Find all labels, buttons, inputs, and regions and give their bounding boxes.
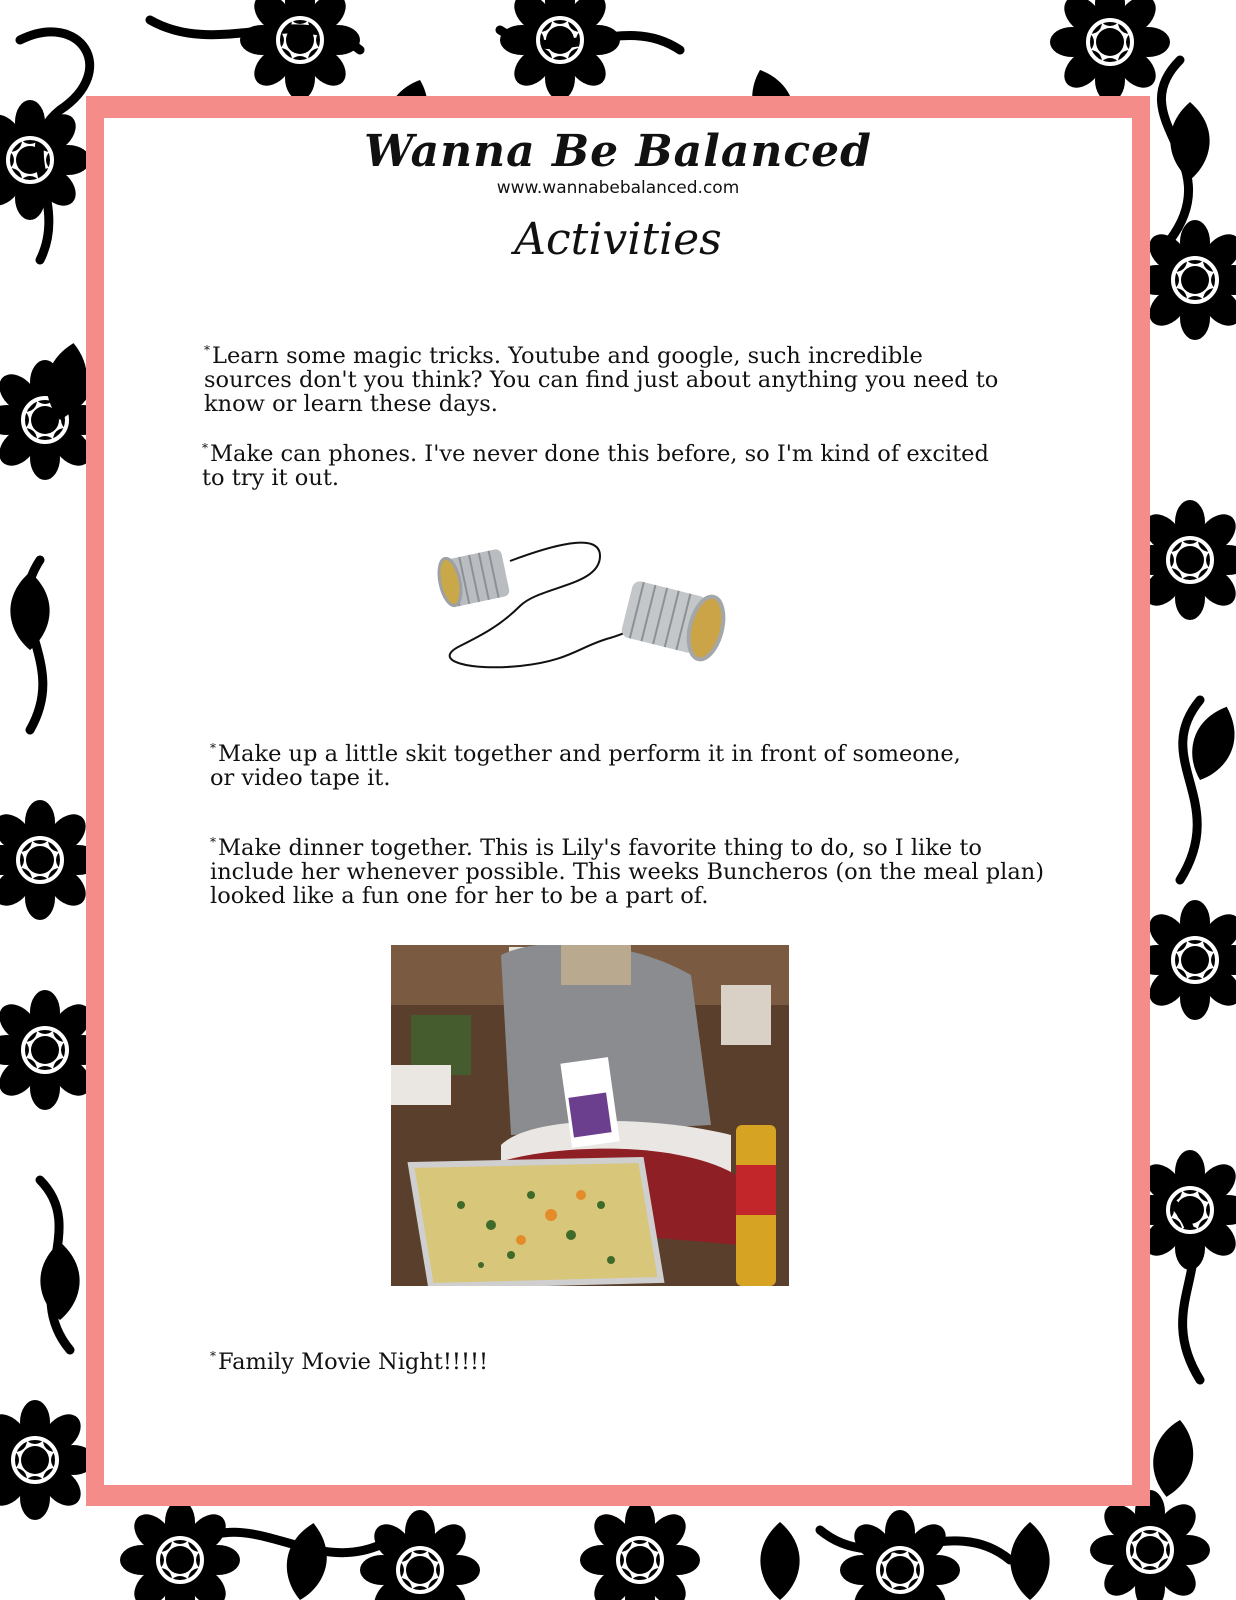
left-can: [435, 548, 510, 607]
section-title: Activities: [514, 214, 722, 265]
activity-text: Family Movie Night!!!!!: [218, 1349, 489, 1375]
activity-text: Make dinner together. This is Lily's favorite thing to do, so I like to include her whenever possible. This weeks Buncheros (on the meal plan) looked like a fun one for her to be a part of.: [210, 835, 1045, 909]
bullet-star: *: [210, 835, 216, 849]
bullet-star: *: [202, 441, 208, 455]
website-link[interactable]: www.wannabebalanced.com: [496, 178, 740, 198]
brand-title: Wanna Be Balanced: [364, 126, 872, 177]
bullet-star: *: [210, 1349, 216, 1363]
activity-item: [210, 830, 1050, 908]
activity-text: Learn some magic tricks. Youtube and google, such incredible sources don't you think? You can find just about anything you need to know or learn these days.: [204, 343, 999, 417]
activity-item: [210, 736, 970, 790]
activity-text: Make can phones. I've never done this before, so I'm kind of excited to try it out.: [202, 441, 989, 491]
bullet-star: *: [210, 741, 216, 755]
page-sheet: [104, 118, 1132, 1485]
dinner-photo: [391, 945, 789, 1286]
can-phones-image: [430, 526, 750, 706]
bullet-star: *: [204, 343, 210, 357]
activity-item: [210, 1344, 810, 1374]
activity-text: Make up a little skit together and perform it in front of someone, or video tape it.: [210, 741, 961, 791]
activity-item: [202, 436, 1002, 490]
activity-item: [204, 338, 1004, 416]
right-can: [620, 580, 729, 663]
